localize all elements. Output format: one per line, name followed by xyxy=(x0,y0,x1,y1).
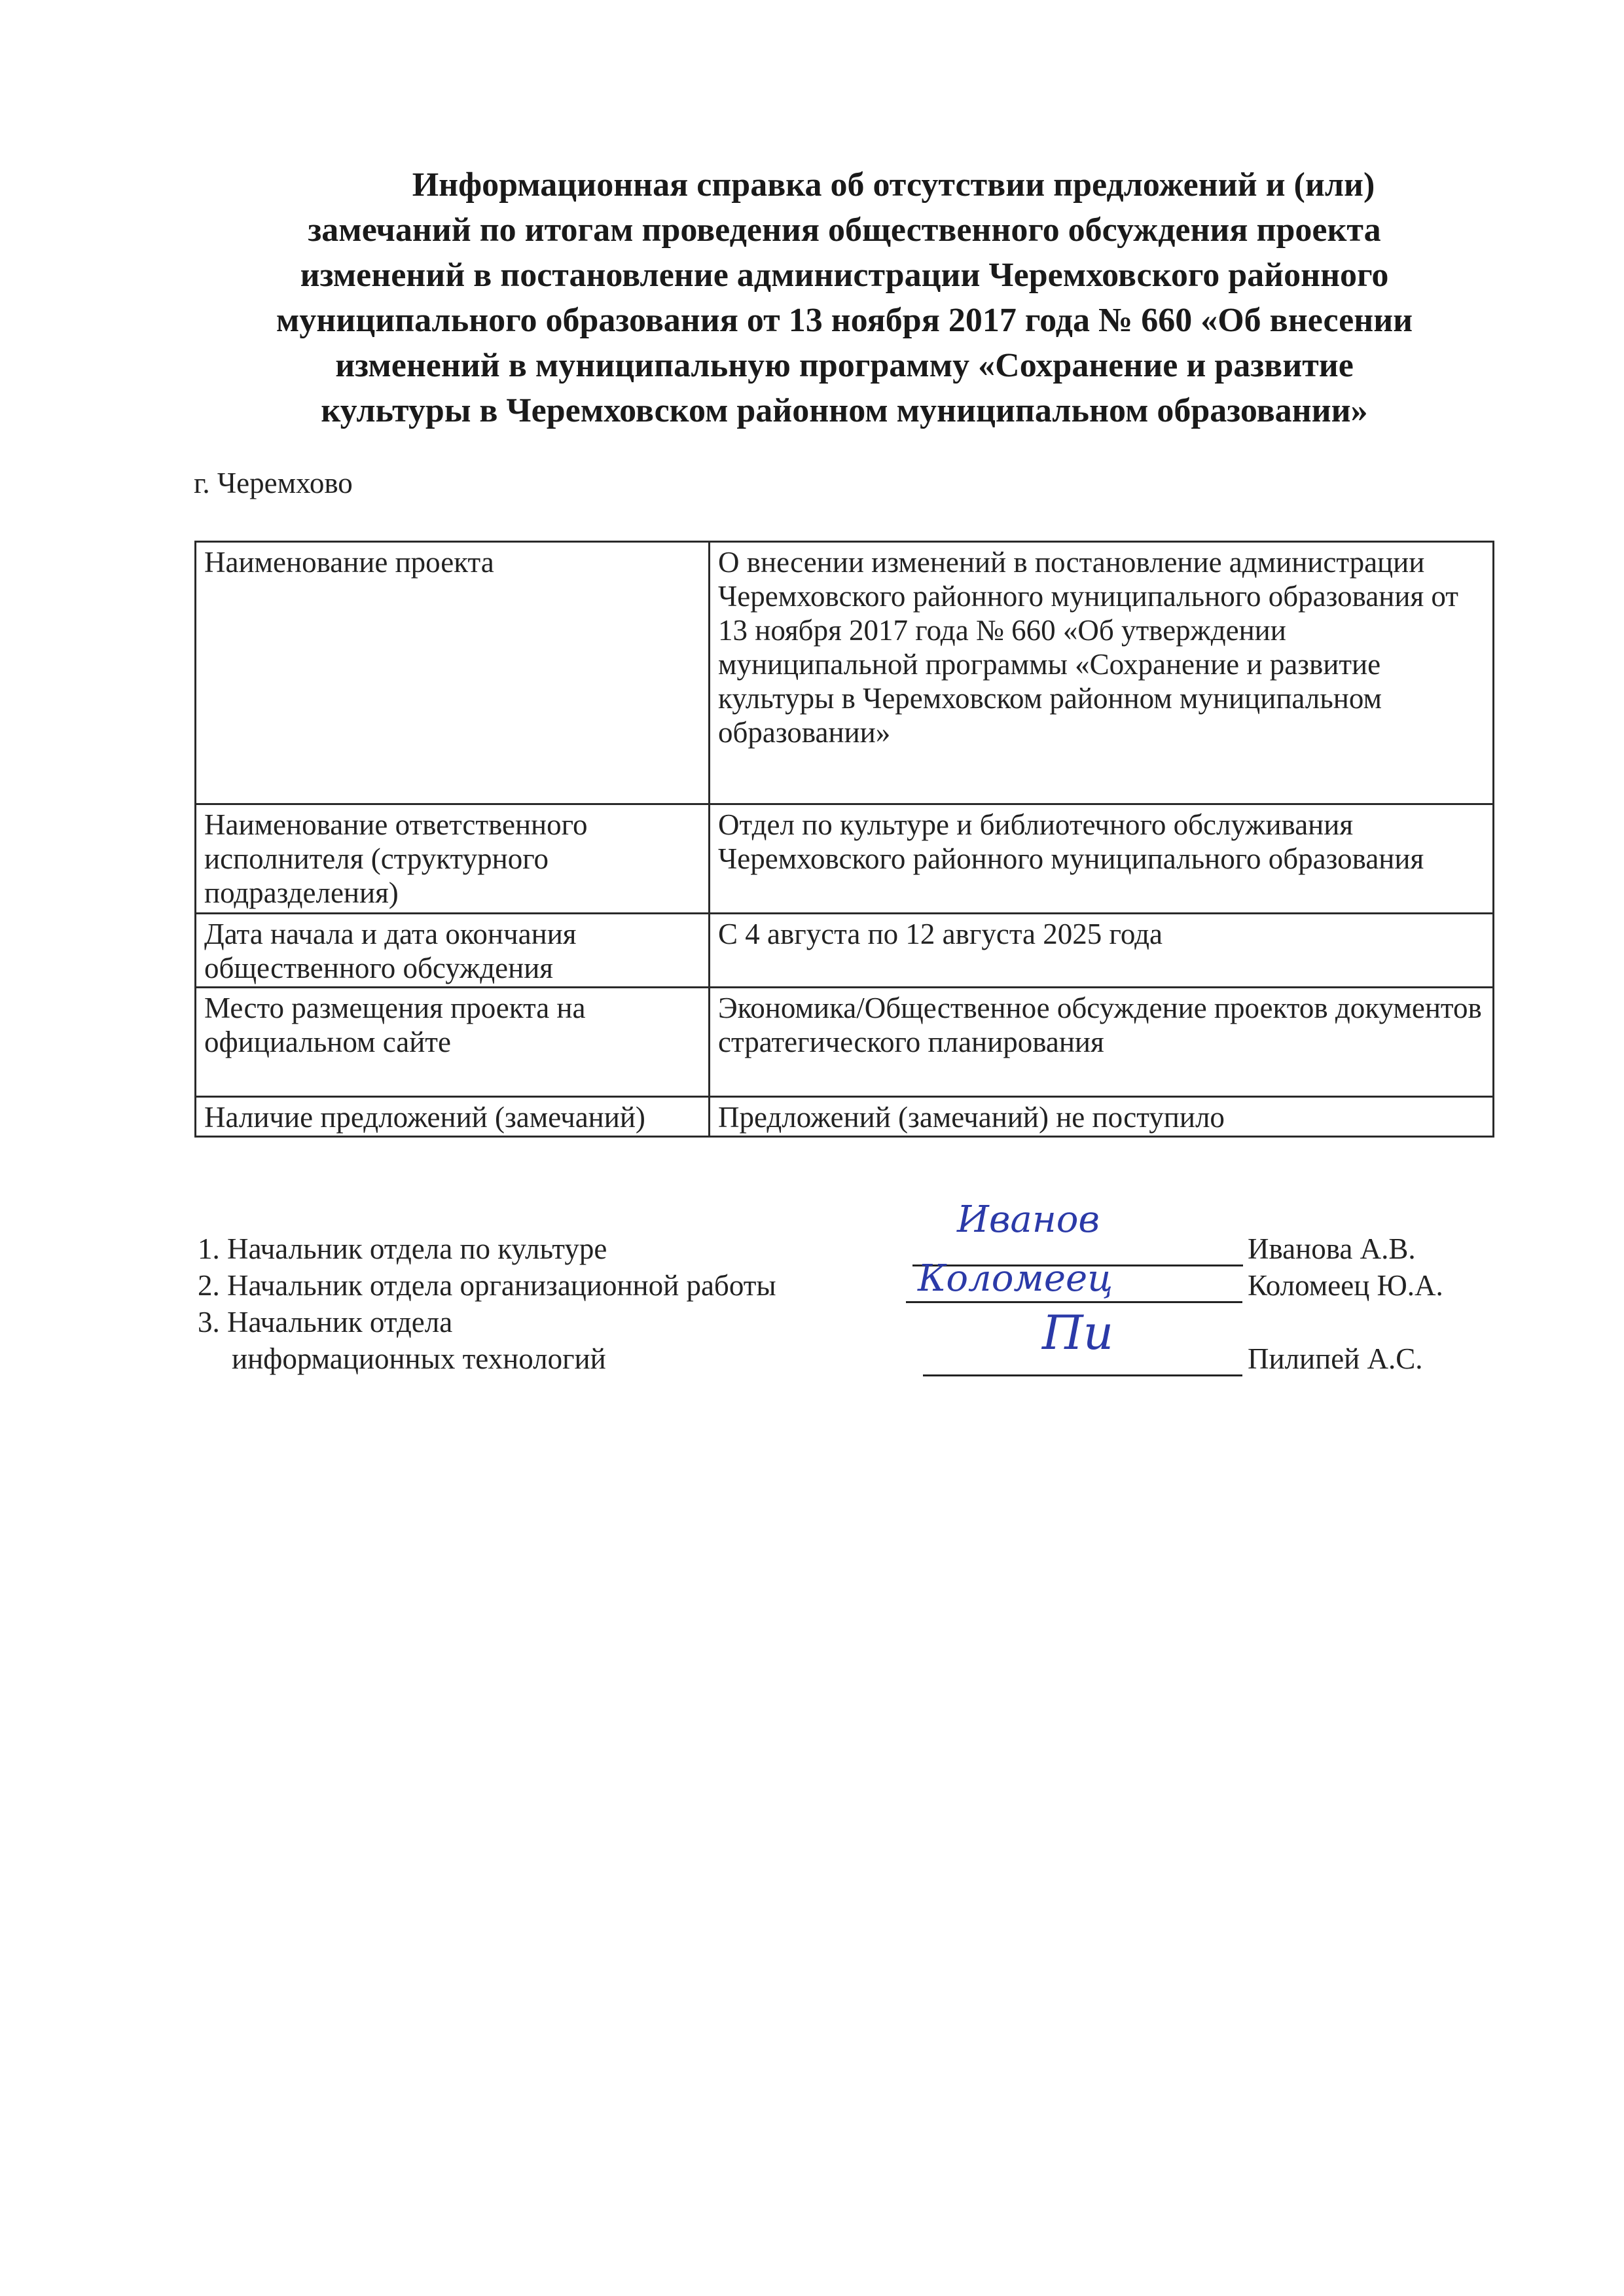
row-label: Место размещения проекта на официальном сайте xyxy=(196,988,710,1097)
handwritten-signature: Пи xyxy=(1042,1305,1114,1360)
signature-line xyxy=(906,1301,1242,1303)
signer-name: Коломеец Ю.А. xyxy=(1248,1269,1443,1302)
title-line: замечаний по итогам проведения общественного обсуждения проекта xyxy=(308,211,1381,249)
signer-position: 3. Начальник отдела xyxy=(198,1306,453,1338)
table-row xyxy=(196,804,1494,914)
city-label: г. Черемхово xyxy=(194,467,353,499)
document-title xyxy=(216,162,1473,433)
signer-position: 1. Начальник отдела по культуре xyxy=(198,1232,607,1265)
table-row xyxy=(196,1097,1494,1137)
table-row xyxy=(196,542,1494,804)
table-row xyxy=(196,914,1494,988)
row-value: О внесении изменений в постановление администрации Черемховского районного муниципального образования от 13 ноября 2017 года № 660 «Об утверждении муниципальной программы «Сохранение и развитие культуры в Черемховском районном муниципальном образовании» xyxy=(710,542,1494,804)
title-line: культуры в Черемховском районном муниципальном образовании» xyxy=(321,392,1368,429)
title-line: изменений в муниципальную программу «Сохранение и развитие xyxy=(335,347,1354,384)
signer-position-continued: информационных технологий xyxy=(232,1342,606,1375)
handwritten-signature: Иванов xyxy=(957,1198,1100,1241)
row-value: Отдел по культуре и библиотечного обслуживания Черемховского районного муниципального образования xyxy=(710,804,1494,914)
info-table xyxy=(194,541,1494,1138)
row-value: Экономика/Общественное обсуждение проектов документов стратегического планирования xyxy=(710,988,1494,1097)
signer-name: Иванова А.В. xyxy=(1248,1232,1416,1265)
signature-block xyxy=(198,1198,1494,1377)
title-line: изменений в постановление администрации Черемховского районного xyxy=(300,257,1389,294)
signature-row xyxy=(198,1304,1494,1340)
row-label: Дата начала и дата окончания общественного обсуждения xyxy=(196,914,710,988)
row-label: Наличие предложений (замечаний) xyxy=(196,1097,710,1137)
row-label: Наименование ответственного исполнителя (структурного подразделения) xyxy=(196,804,710,914)
signer-position: 2. Начальник отдела организационной работы xyxy=(198,1269,776,1302)
signature-line xyxy=(923,1374,1242,1376)
row-value: С 4 августа по 12 августа 2025 года xyxy=(710,914,1494,988)
title-line: Информационная справка об отсутствии предложений и (или) xyxy=(412,166,1375,204)
row-value: Предложений (замечаний) не поступило xyxy=(710,1097,1494,1137)
signature-row xyxy=(198,1257,1494,1304)
signature-row xyxy=(198,1198,1494,1267)
title-line: муниципального образования от 13 ноября 2017 года № 660 «Об внесении xyxy=(276,302,1413,339)
row-label: Наименование проекта xyxy=(196,542,710,804)
signer-name: Пилипей А.С. xyxy=(1248,1342,1423,1375)
handwritten-signature: Коломеец xyxy=(918,1257,1113,1300)
table-row xyxy=(196,988,1494,1097)
